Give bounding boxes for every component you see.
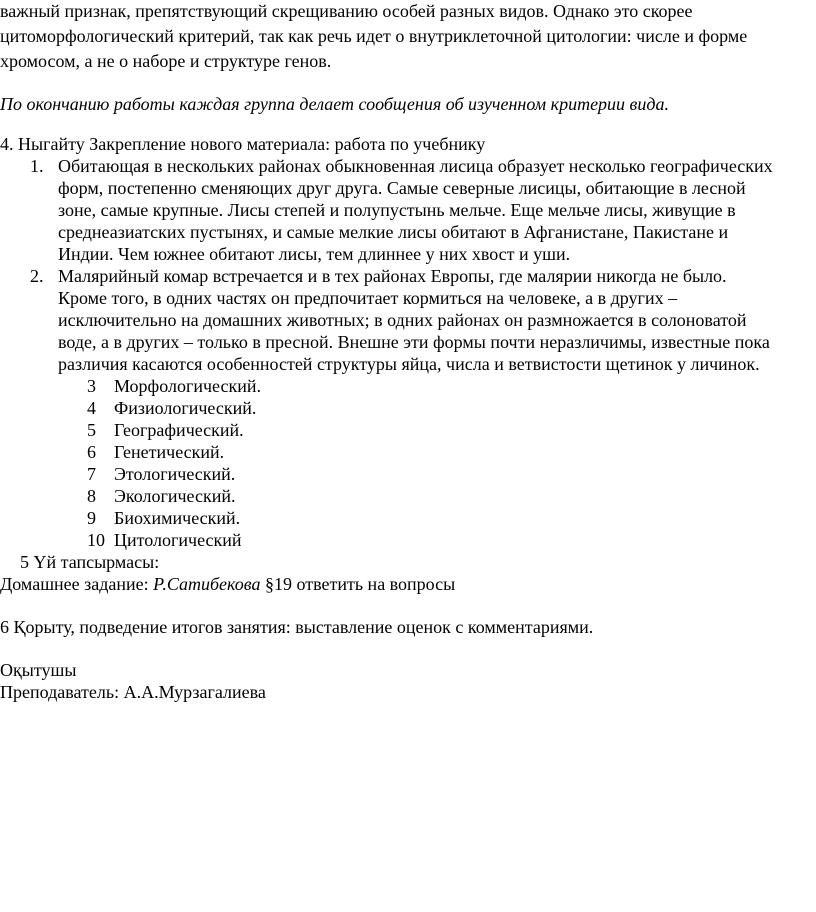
group-note: По окончанию работы каждая группа делает сообщения об изученном критерии вида. [0, 94, 669, 114]
criterion-number: 10 [87, 530, 105, 550]
criterion-label: Физиологический. [114, 398, 257, 418]
criterion-number: 7 [87, 464, 96, 484]
criterion-number: 5 [87, 420, 96, 440]
intro-line-2: цитоморфологический критерий, так как речь идет о внутриклеточной цитологии: числе и форме [0, 26, 748, 46]
criterion-label: Географический. [114, 420, 244, 440]
teacher-role-kz: Оқытушы [0, 660, 77, 680]
criterion-label: Морфологический. [114, 376, 261, 396]
homework-line [0, 573, 455, 595]
item-2-line-2: Кроме того, в одних частях он предпочитает кормиться на человеке, а в других – [58, 288, 678, 308]
criterion-label: Генетический. [114, 442, 225, 462]
criterion-number: 9 [87, 508, 96, 528]
item-1-line-4: среднеазиатских пустынях, и самые мелкие лисы обитают в Афганистане, Пакистане и [58, 222, 729, 242]
homework-prefix: Домашнее задание: [0, 574, 154, 594]
list-marker-2: 2. [30, 266, 44, 286]
criterion-number: 8 [87, 486, 96, 506]
item-1-line-5: Индии. Чем южнее обитают лисы, тем длиннее у них хвост и уши. [58, 244, 571, 264]
criterion-label: Цитологический [114, 530, 242, 550]
teacher-name: Преподаватель: А.А.Мурзагалиева [0, 682, 266, 702]
criterion-number: 3 [87, 376, 96, 396]
item-2-line-4: воде, а в других – только в пресной. Внешне эти формы почти неразличимы, известные пока [58, 332, 770, 352]
item-1-line-3: зоне, самые крупные. Лисы степей и полупустынь мельче. Еще мельче лисы, живущие в [58, 200, 736, 220]
item-2-line-5: различия касаются особенностей структуры яйца, числа и ветвистости щетинок у личинок. [58, 354, 760, 374]
intro-line-1: важный признак, препятствующий скрещиванию особей разных видов. Однако это скорее [0, 1, 693, 21]
section-5-heading: 5 Үй тапсырмасы: [20, 552, 160, 572]
criterion-label: Экологический. [114, 486, 236, 506]
section-6-text: 6 Қорыту, подведение итогов занятия: выставление оценок с комментариями. [0, 617, 594, 637]
intro-line-3: хромосом, а не о наборе и структуре генов. [0, 51, 332, 71]
list-marker-1: 1. [30, 156, 44, 176]
homework-author: Р.Сатибекова [153, 574, 261, 594]
section-4-heading: 4. Ныгайту Закрепление нового материала: работа по учебнику [0, 134, 486, 154]
homework-task: §19 ответить на вопросы [260, 574, 456, 594]
item-2-line-1: Малярийный комар встречается и в тех районах Европы, где малярии никогда не было. [58, 266, 727, 286]
criterion-number: 4 [87, 398, 96, 418]
criterion-label: Биохимический. [114, 508, 241, 528]
item-2-line-3: исключительно на домашних животных; в одних районах он размножается в солоноватой [58, 310, 747, 330]
criterion-label: Этологический. [114, 464, 236, 484]
item-1-line-1: Обитающая в нескольких районах обыкновенная лисица образует несколько географических [58, 156, 773, 176]
criterion-number: 6 [87, 442, 96, 462]
item-1-line-2: форм, постепенно сменяющих друг друга. Самые северные лисицы, обитающие в лесной [58, 178, 746, 198]
